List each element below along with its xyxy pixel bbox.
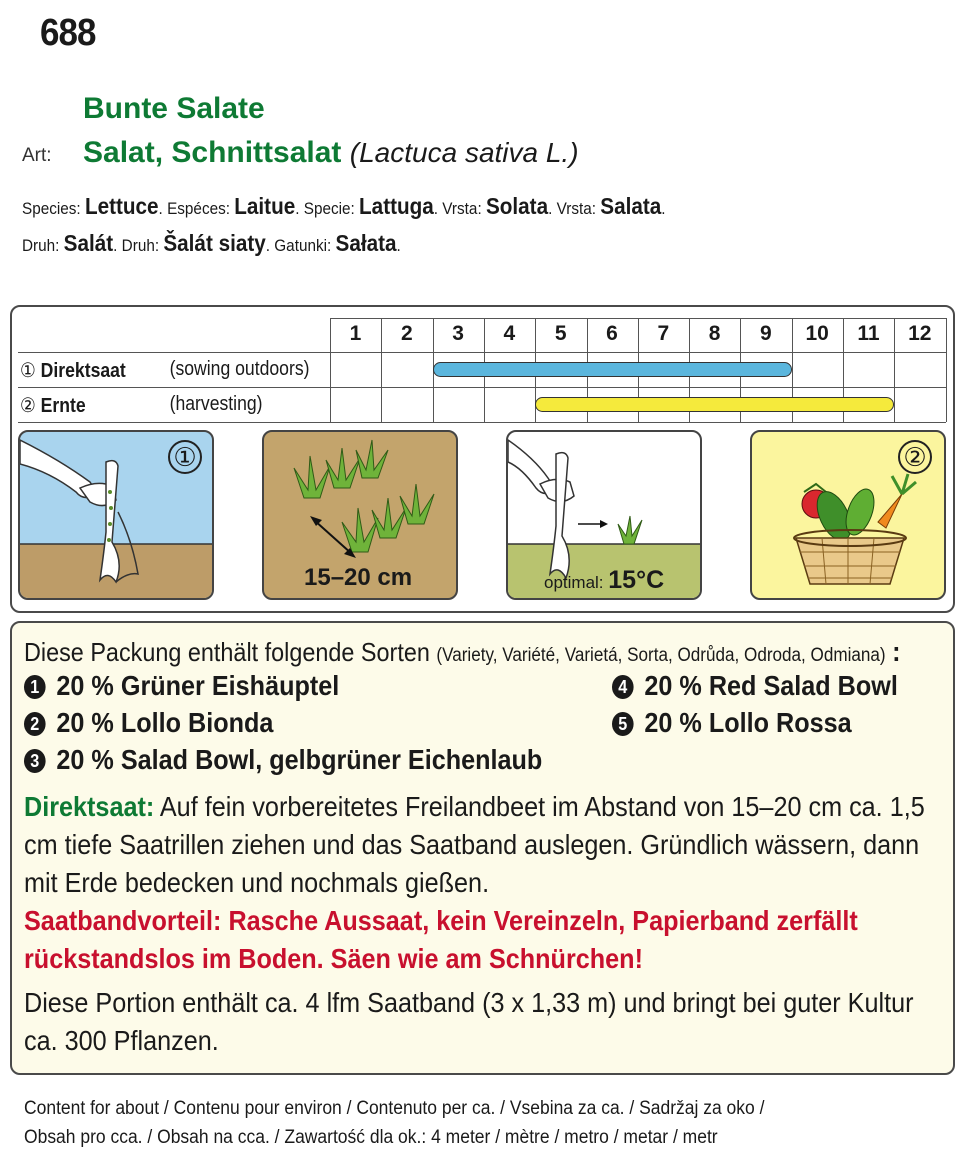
illustration-temperature [506,430,702,600]
package-intro [24,636,901,668]
row-label-en: (sowing outdoors) [169,358,310,380]
calendar-row-harvest [20,393,263,418]
variety-item [612,670,898,702]
species-name: Šalát siaty [163,230,266,256]
species-name: Salát [63,230,114,256]
intro-colon: : [892,636,901,667]
variety-text: 20 % Red Salad Bowl [644,670,898,701]
content-line-1: Content for about / Contenu pour environ / Contenuto per ca. / Vsebina za ca. / Sadržaj za oko / [24,1098,765,1119]
species-name: Lettuce [84,193,159,219]
illustration-harvest [750,430,946,600]
month-label: 6 [606,322,618,345]
variety-item [612,707,852,739]
species-name: Salata [600,193,662,219]
product-title: Bunte Salate [83,92,265,125]
sowing-text: Auf fein vorbereitetes Freilandbeet im Abstand von 15–20 cm ca. 1,5 cm tiefe Saatrillen ziehen und das Saatband auslegen. Gründlich wässern, dann mit Erde bedecken und nochmals gießen. [24,791,925,898]
content-line-2: Obsah pro cca. / Obsah na cca. / Zawartość dla ok.: 4 meter / mètre / metro / metar / metr [24,1127,718,1148]
sowing-label: Direktsaat: [24,791,155,822]
species-name: Sałata [335,230,397,256]
month-label: 10 [805,322,829,345]
illustration-sowing [18,430,214,600]
sowing-period-bar [433,362,792,377]
sowing-instructions [24,788,942,902]
species-label: Espéces: [167,199,231,218]
portion-info: Diese Portion enthält ca. 4 lfm Saatband (3 x 1,33 m) und bringt bei guter Kultur ca. 300 Pflanzen. [24,987,914,1056]
variety-number: 4 [612,675,634,699]
month-label: 4 [503,322,516,345]
package-intro-text: Diese Packung enthält folgende Sorten [24,637,430,667]
month-label: 3 [452,322,464,345]
species-label: Specie: [303,199,355,218]
art-latin-name: (Lactuca sativa L.) [349,137,579,168]
row-symbol: ② [20,395,36,417]
illustration-spacing [262,430,458,600]
seed-tape-advantage: Saatbandvorteil: Rasche Aussaat, kein Vereinzeln, Papierband zerfällt rückstandslos im Boden. Säen wie am Schnürchen! [24,905,858,974]
calendar-gridline [18,352,946,353]
species-label: Druh: [121,236,160,255]
month-label: 11 [857,322,880,345]
species-label: Gatunki: [274,236,332,255]
art-common-name: Salat, Schnittsalat [83,136,342,169]
sowing-calendar [18,318,946,422]
calendar-row-sowing [20,358,310,383]
species-line-2: Druh: Salát. Druh: Šalát siaty. Gatunki: Sałata. [22,230,401,256]
calendar-gridline [946,318,947,422]
harvest-period-bar [535,397,894,412]
row-label-en: (harvesting) [169,393,263,415]
step-number: ② [898,440,932,474]
variety-number: 3 [24,749,46,773]
temperature-value: 15°C [608,566,665,594]
species-label: Species: [22,199,81,218]
temperature-label: optimal: [544,573,604,592]
product-code: 688 [40,12,96,54]
variety-number: 5 [612,712,634,736]
row-symbol: ① [20,360,36,382]
species-name: Lattuga [359,193,434,219]
row-label: Direktsaat [40,360,126,382]
month-label: 12 [908,322,932,345]
art-label: Art: [22,145,52,166]
art-name [83,136,579,170]
month-label: 8 [708,322,721,345]
species-name: Solata [485,193,549,219]
temperature-caption [544,566,664,595]
variety-item [24,707,273,739]
variety-translations: (Variety, Variété, Varietá, Sorta, Odrůda, Odroda, Odmiana) [436,645,886,666]
month-label: 1 [349,322,362,345]
step-number: ① [168,440,202,474]
calendar-gridline [18,422,946,423]
content-quantity [24,1094,764,1152]
month-label: 2 [400,322,413,345]
variety-item [24,670,339,702]
month-label: 7 [657,322,670,345]
variety-item [24,744,542,776]
variety-text: 20 % Salad Bowl, gelbgrüner Eichenlaub [56,744,543,775]
row-label: Ernte [40,395,86,417]
species-label: Vrsta: [556,199,597,218]
calendar-gridline [18,387,946,388]
species-label: Druh: [22,236,60,255]
spacing-caption: 15–20 cm [304,564,413,591]
species-name: Laitue [234,193,296,219]
species-line-1: Species: Lettuce. Espéces: Laitue. Specie: Lattuga. Vrsta: Solata. Vrsta: Salata. [22,193,666,219]
variety-text: 20 % Grüner Eishäuptel [56,670,340,701]
variety-text: 20 % Lollo Rossa [644,707,852,738]
species-label: Vrsta: [442,199,482,218]
variety-number: 2 [24,712,46,736]
variety-number: 1 [24,675,46,699]
variety-text: 20 % Lollo Bionda [56,707,274,738]
month-label: 5 [554,322,567,345]
month-label: 9 [760,322,772,345]
